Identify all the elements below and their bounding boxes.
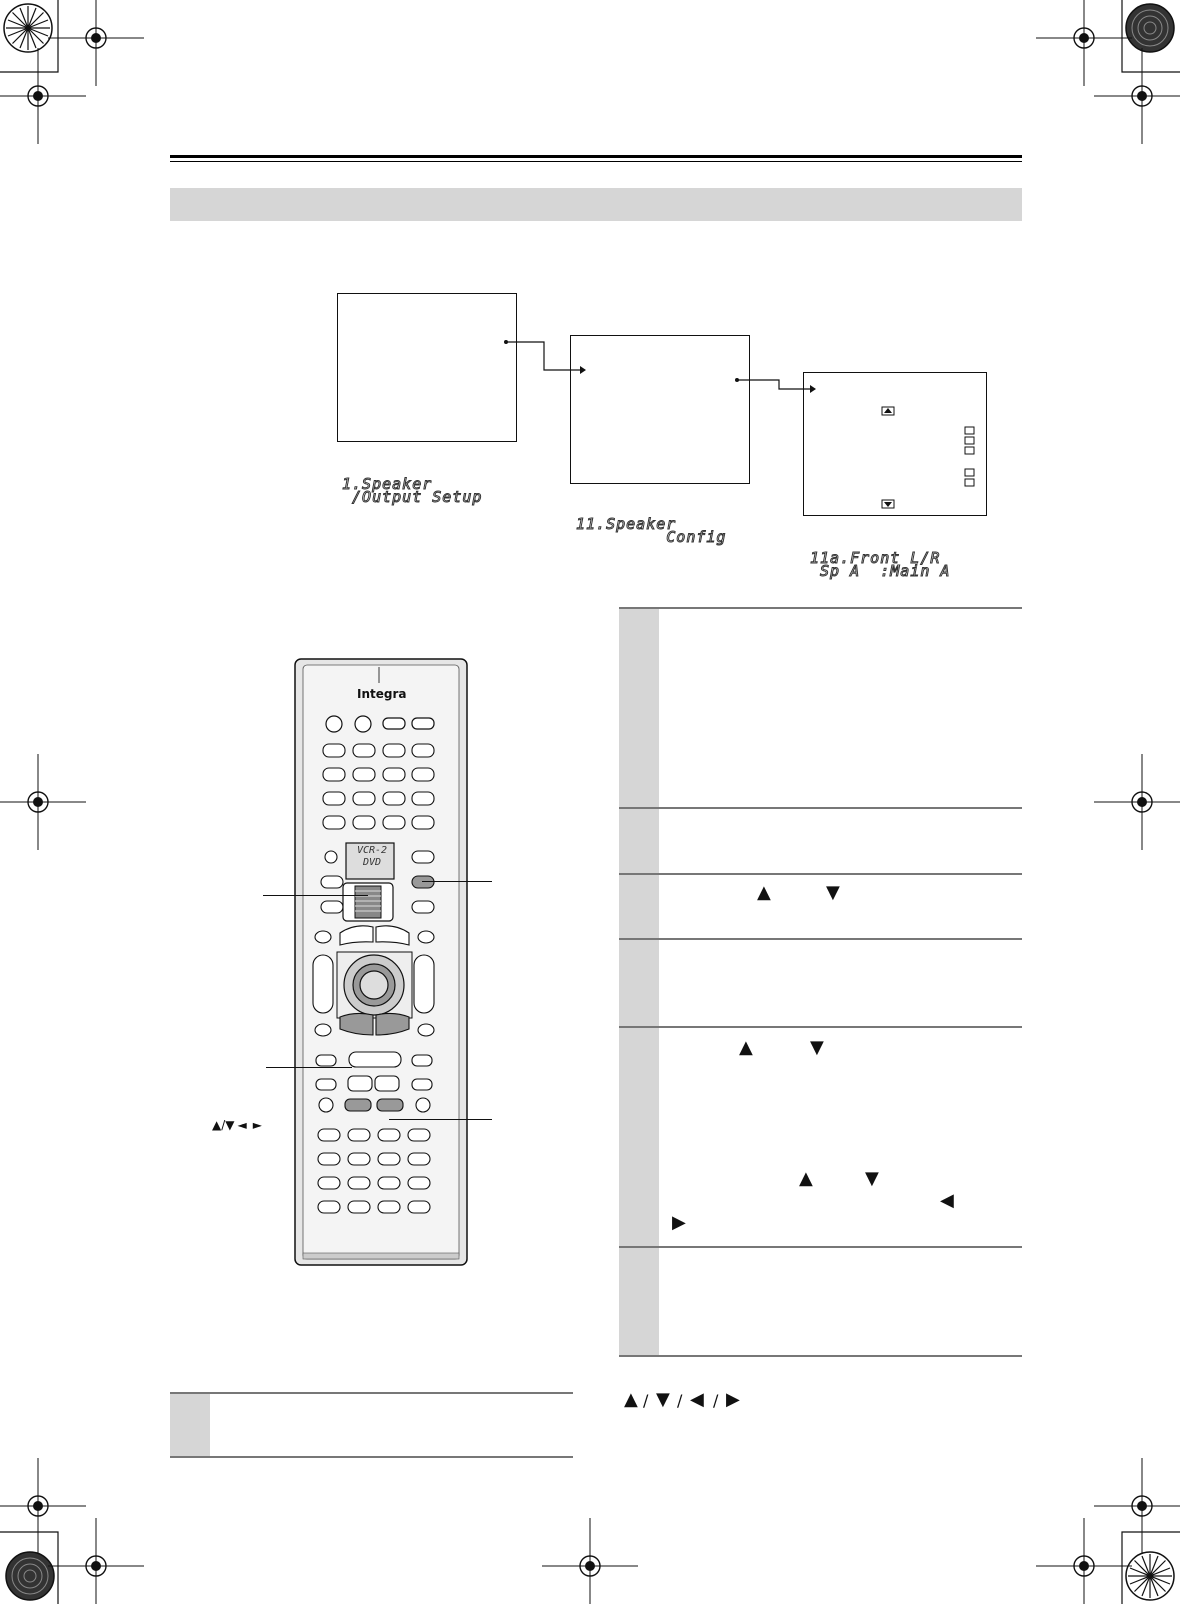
note-right-arrow-icon: ▶ xyxy=(726,1389,740,1410)
step-rule-3 xyxy=(619,938,1022,940)
step5b-down-arrow-icon: ▼ xyxy=(865,1168,879,1189)
osd-connectors xyxy=(0,0,1180,560)
steps-shade-column xyxy=(619,608,659,1356)
step5-up-arrow-icon: ▲ xyxy=(739,1037,753,1058)
note-left-arrow-icon: ◀ xyxy=(690,1389,704,1410)
step-rule-4 xyxy=(619,1026,1022,1028)
step-rule-6 xyxy=(619,1355,1022,1357)
osd-label-3: 11a.Front L/R Sp A :Main A xyxy=(810,549,951,580)
step5b-up-arrow-icon: ▲ xyxy=(799,1168,813,1189)
arrow-keys-label: ▲/▼ ◄ ► xyxy=(212,1118,262,1132)
osd-label-2: 11.Speaker Config xyxy=(576,515,727,546)
note-down-arrow-icon: ▼ xyxy=(656,1389,670,1410)
step3-up-arrow-icon: ▲ xyxy=(757,882,771,903)
osd-label-1: 1.Speaker /Output Setup xyxy=(342,475,483,506)
step-rule-0 xyxy=(619,607,1022,609)
step-rule-2 xyxy=(619,873,1022,875)
step5b-right-arrow-icon: ▶ xyxy=(672,1212,686,1233)
arrow-keys-down-icon: ▼ xyxy=(225,1118,235,1132)
leader-setup-button xyxy=(422,881,492,882)
note-up-arrow-icon: ▲ xyxy=(624,1389,638,1410)
arrow-keys-left-icon: ◄ xyxy=(237,1118,247,1132)
note-rule-top xyxy=(170,1392,573,1394)
step5-down-arrow-icon: ▼ xyxy=(810,1037,824,1058)
leader-jog-wheel xyxy=(263,895,368,896)
note-slash-2: / xyxy=(677,1391,683,1410)
note-shade xyxy=(170,1394,210,1456)
leader-arrow-buttons xyxy=(389,1119,492,1120)
note-slash-3: / xyxy=(713,1391,719,1410)
note-slash-1: / xyxy=(643,1391,649,1410)
remote-brand-logo: Integra xyxy=(357,687,407,701)
note-rule-bottom xyxy=(170,1456,573,1458)
arrow-keys-up-icon: ▲ xyxy=(212,1118,222,1132)
color-target-bottom-right xyxy=(1126,1552,1174,1600)
remote-lcd-display: VCR-2 DVD xyxy=(356,845,388,868)
step3-down-arrow-icon: ▼ xyxy=(826,882,840,903)
step-rule-5 xyxy=(619,1246,1022,1248)
arrow-keys-right-icon: ► xyxy=(252,1118,262,1132)
step-rule-1 xyxy=(619,807,1022,809)
color-target-bottom-left xyxy=(6,1552,54,1600)
leader-enter-button xyxy=(266,1067,352,1068)
remote-control-illustration xyxy=(293,655,493,1275)
step5b-left-arrow-icon: ◀ xyxy=(940,1190,954,1211)
